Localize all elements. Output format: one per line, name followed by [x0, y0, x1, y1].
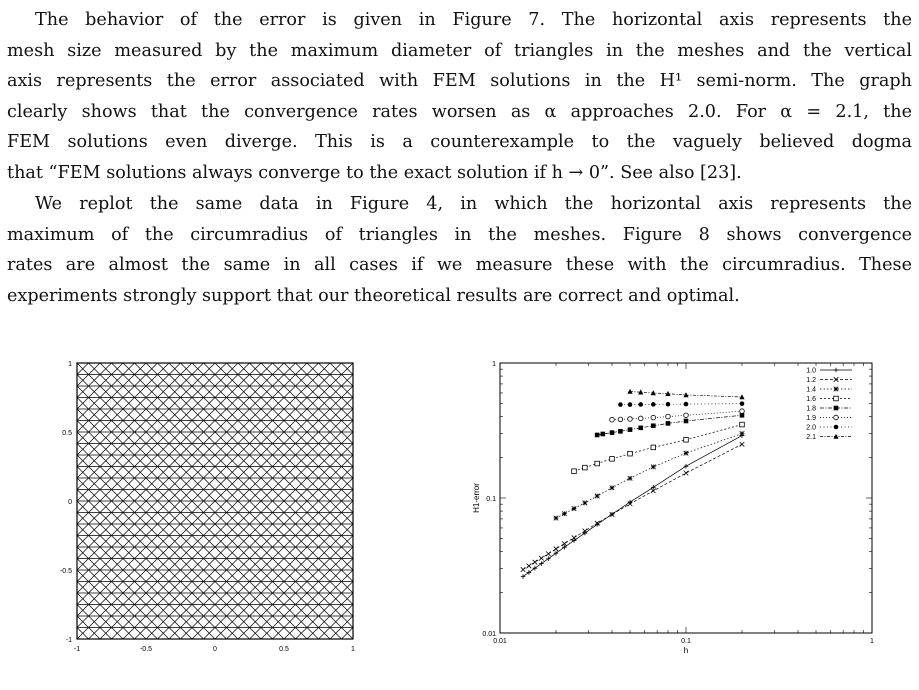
mesh-x-tick-label: 1: [351, 646, 355, 653]
data-point: [666, 421, 671, 426]
legend-label: 1.2: [806, 377, 816, 384]
data-point: [651, 423, 656, 428]
legend-marker: [834, 368, 839, 373]
text-line: We replot the same data in Figure 4, in which the horizontal axis represents the: [35, 194, 912, 214]
data-point: [684, 419, 689, 424]
data-point: [610, 486, 615, 491]
data-point: [595, 494, 600, 499]
data-point: [628, 427, 633, 432]
data-point: [638, 416, 643, 421]
data-point: [628, 476, 633, 481]
legend-marker: [834, 425, 839, 430]
mesh-y-tick-label: -0.5: [59, 568, 72, 575]
data-point: [600, 432, 605, 437]
data-point: [628, 402, 633, 407]
data-point: [546, 556, 551, 561]
series-2-1: [627, 389, 744, 400]
data-point: [527, 570, 532, 575]
x-axis-label: h: [683, 646, 689, 655]
data-point: [666, 402, 671, 407]
legend-label: 1.9: [806, 415, 816, 422]
text-line: rates are almost the same in all cases if we measure these with the circumradius. These: [7, 255, 912, 276]
legend-marker: [834, 406, 839, 411]
legend-label: 1.6: [806, 396, 816, 403]
data-point: [740, 422, 745, 427]
data-point: [595, 433, 600, 438]
data-point: [651, 402, 656, 407]
text-line: clearly shows that the convergence rates worsen as α approaches 2.0. For α = 2.1, the: [7, 101, 912, 122]
data-point: [628, 451, 633, 456]
data-point: [539, 561, 544, 566]
paragraph-2: [7, 189, 912, 311]
y-tick-label: 0.01: [482, 631, 496, 638]
data-point: [638, 426, 643, 431]
data-point: [533, 566, 538, 571]
mesh-figure: [30, 358, 375, 688]
mesh-y-tick-label: 0.5: [62, 430, 72, 437]
data-point: [610, 430, 615, 435]
series-1-4: [554, 431, 745, 520]
data-point: [554, 516, 559, 521]
data-point: [572, 506, 577, 511]
data-point: [521, 574, 526, 579]
paragraph-1: [7, 5, 912, 189]
legend-label: 2.0: [806, 424, 816, 432]
data-point: [618, 417, 623, 422]
text-line: FEM solutions even diverge. This is a counterexample to the vaguely believed dogma: [7, 132, 912, 153]
text-line: maximum of the circumradius of triangles in the meshes. Figure 8 shows convergence: [7, 224, 912, 245]
data-point: [740, 409, 745, 414]
y-axis-label: H1-error: [472, 483, 481, 513]
y-tick-label: 1: [492, 361, 496, 368]
data-point: [740, 401, 745, 406]
text-line: mesh size measured by the maximum diameter of triangles in the meshes and the vertical: [7, 40, 912, 61]
data-point: [740, 431, 745, 436]
legend-marker: [834, 387, 839, 392]
legend-label: 1.4: [806, 386, 816, 394]
mesh-x-tick-label: -1: [73, 646, 81, 653]
data-point: [572, 469, 577, 474]
data-point: [527, 564, 532, 569]
data-point: [533, 560, 538, 565]
series-1-6: [572, 422, 745, 473]
data-point: [546, 552, 551, 557]
legend-marker: [834, 415, 839, 420]
chart-ticks: [482, 361, 874, 645]
data-point: [595, 461, 600, 466]
mesh-x-tick-label: 0: [213, 646, 217, 653]
mesh-y-tick-label: 0: [68, 499, 72, 506]
data-point: [638, 402, 643, 407]
data-point: [684, 437, 689, 442]
legend-label: 1.0: [806, 367, 816, 375]
data-point: [627, 389, 632, 394]
chart-series: [521, 389, 745, 579]
x-tick-label: 1: [870, 638, 874, 645]
y-tick-label: 0.1: [486, 496, 496, 503]
mesh-y-tick-label: -1: [65, 637, 72, 644]
data-point: [554, 547, 559, 552]
data-point: [610, 417, 615, 422]
data-point: [521, 567, 526, 572]
data-point: [583, 501, 588, 506]
data-point: [740, 442, 745, 447]
data-point: [539, 556, 544, 561]
data-point: [651, 445, 656, 450]
data-point: [651, 465, 656, 470]
series-1-2: [521, 442, 745, 572]
legend-marker: [834, 396, 839, 401]
text-line: experiments strongly support that our theoretical results are correct and optimal.: [7, 285, 740, 306]
x-tick-label: 0.1: [681, 638, 691, 645]
mesh-grid: [30, 363, 375, 639]
legend-label: 1.8: [806, 405, 816, 413]
mesh-x-tick-label: 0.5: [279, 646, 289, 653]
chart-legend: [806, 368, 852, 442]
series-1-9: [610, 409, 745, 422]
data-point: [628, 417, 633, 422]
data-point: [684, 413, 689, 418]
data-point: [666, 414, 671, 419]
legend-label: 2.1: [806, 434, 816, 441]
data-point: [651, 415, 656, 420]
series-line: [556, 434, 742, 518]
x-tick-label: 0.01: [493, 638, 507, 645]
mesh-x-tick-label: -0.5: [139, 646, 153, 653]
data-point: [610, 457, 615, 462]
data-point: [684, 451, 689, 456]
data-point: [684, 471, 689, 476]
text-line: The behavior of the error is given in Figure 7. The horizontal axis represents the: [35, 10, 912, 30]
mesh-y-tick-label: 1: [68, 361, 72, 368]
data-point: [562, 511, 567, 516]
data-point: [618, 429, 623, 434]
series-line: [523, 444, 742, 569]
data-point: [554, 551, 559, 556]
text-line: that “FEM solutions always converge to the exact solution if h → 0”. See also [23].: [7, 162, 742, 183]
data-point: [684, 464, 689, 469]
data-point: [684, 402, 689, 407]
text-line: axis represents the error associated with FEM solutions in the H¹ semi-norm. The graph: [7, 71, 912, 92]
data-point: [583, 465, 588, 470]
series-2-0: [618, 401, 744, 407]
data-point: [618, 402, 623, 407]
convergence-chart: [455, 358, 905, 688]
